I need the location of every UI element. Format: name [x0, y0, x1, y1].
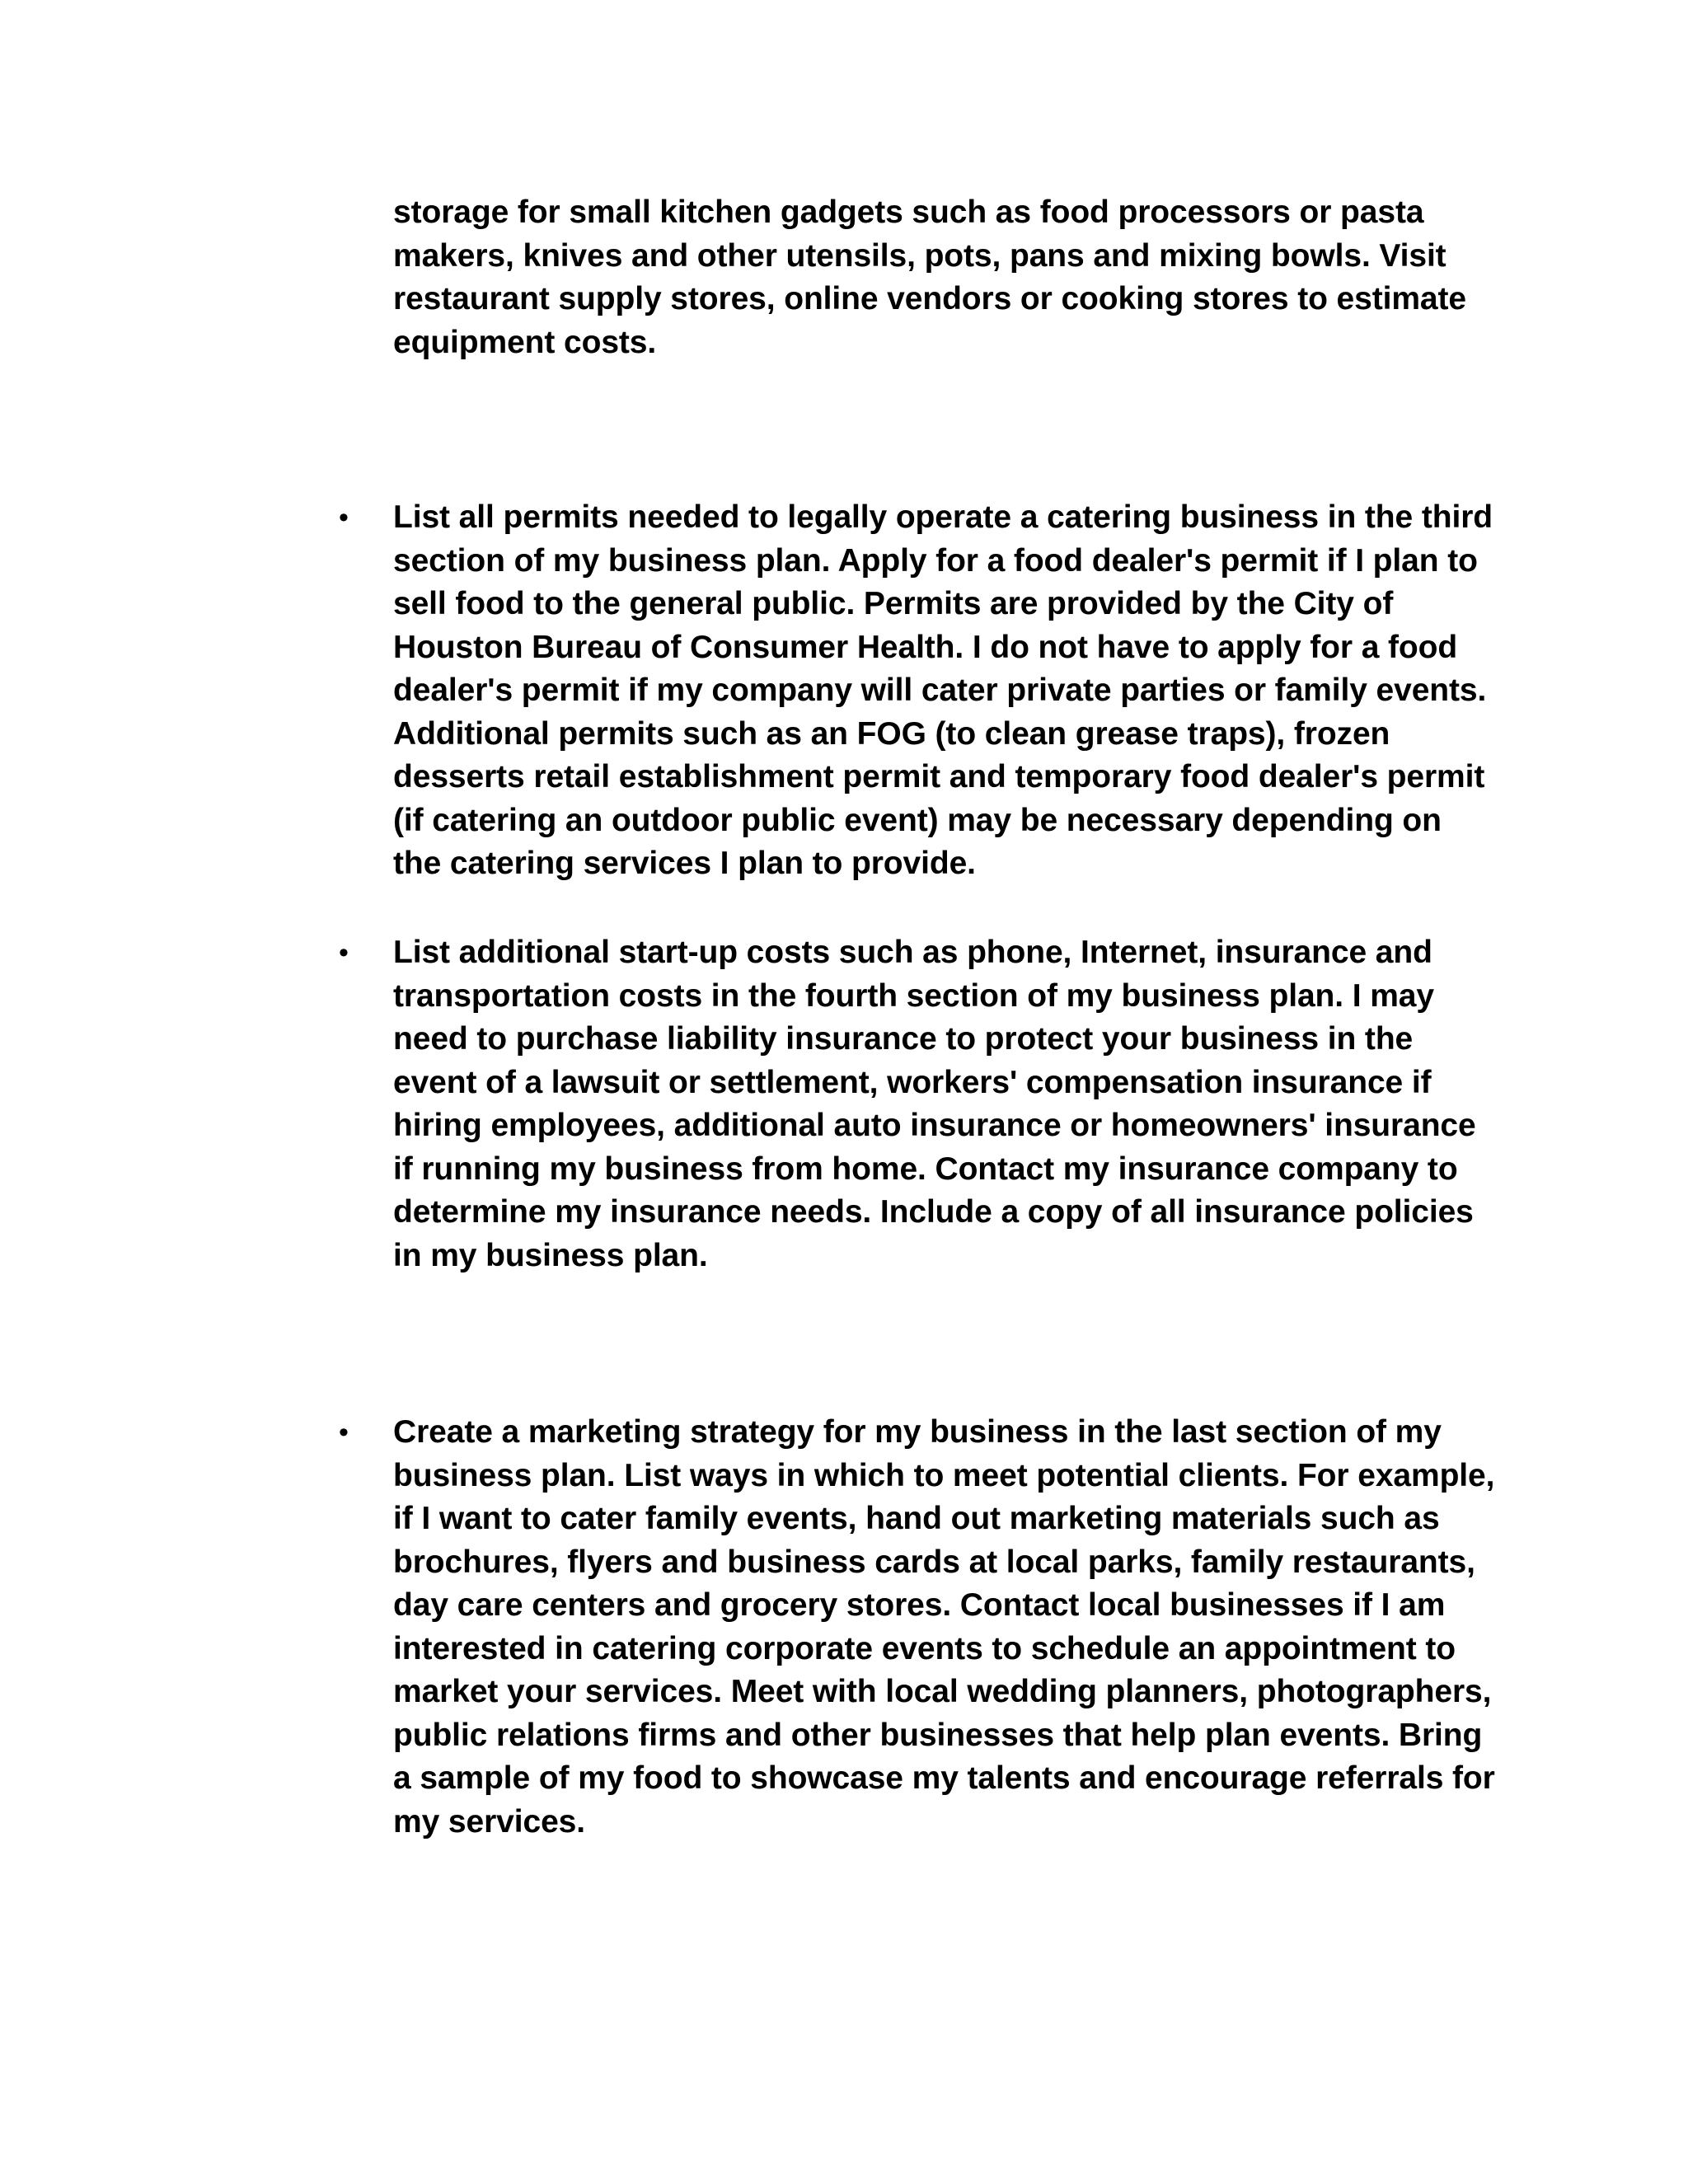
- list-item: [339, 931, 1498, 1277]
- list-item-text: List all permits needed to legally operate a catering business in the third section of my business plan. Apply for a food dealer's permit if I plan to sell food to the general public. Permits are provided by the City of Houston Bureau of Consumer Health. I do not have to apply for a food dealer's permit if my company will cater private parties or family events. Additional permits such as an FOG (to clean grease traps), frozen desserts retail establishment permit and temporary food dealer's permit (if catering an outdoor public event) may be necessary depending on the catering services I plan to provide.: [393, 499, 1493, 881]
- bullet-icon: •: [339, 937, 349, 968]
- list-item: [339, 1411, 1498, 1844]
- bullet-icon: •: [339, 502, 349, 533]
- list-item-text: List additional start-up costs such as phone, Internet, insurance and transportation costs in the fourth section of my business plan. I may need to purchase liability insurance to protect your business in the event of a lawsuit or settlement, workers' compensation insurance if hiring employees, additional auto insurance or homeowners' insurance if running my business from home. Contact my insurance company to determine my insurance needs. Include a copy of all insurance policies in my business plan.: [393, 935, 1476, 1273]
- continued-paragraph: storage for small kitchen gadgets such as food processors or pasta makers, knives and other utensils, pots, pans and mixing bowls. Visit restaurant supply stores, online vendors or cooking stores to estimate equipment costs.: [393, 194, 1466, 360]
- list-item-text: Create a marketing strategy for my business in the last section of my business plan. List ways in which to meet potential clients. For example, if I want to cater family events, hand out marketing materials such as brochures, flyers and business cards at local parks, family restaurants, day care centers and grocery stores. Contact local businesses if I am interested in catering corporate events to schedule an appointment to market your services. Meet with local wedding planners, photographers, public relations firms and other businesses that help plan events. Bring a sample of my food to showcase my talents and encourage referrals for my services.: [393, 1414, 1495, 1840]
- list-item: [339, 496, 1498, 886]
- bullet-icon: •: [339, 1417, 349, 1448]
